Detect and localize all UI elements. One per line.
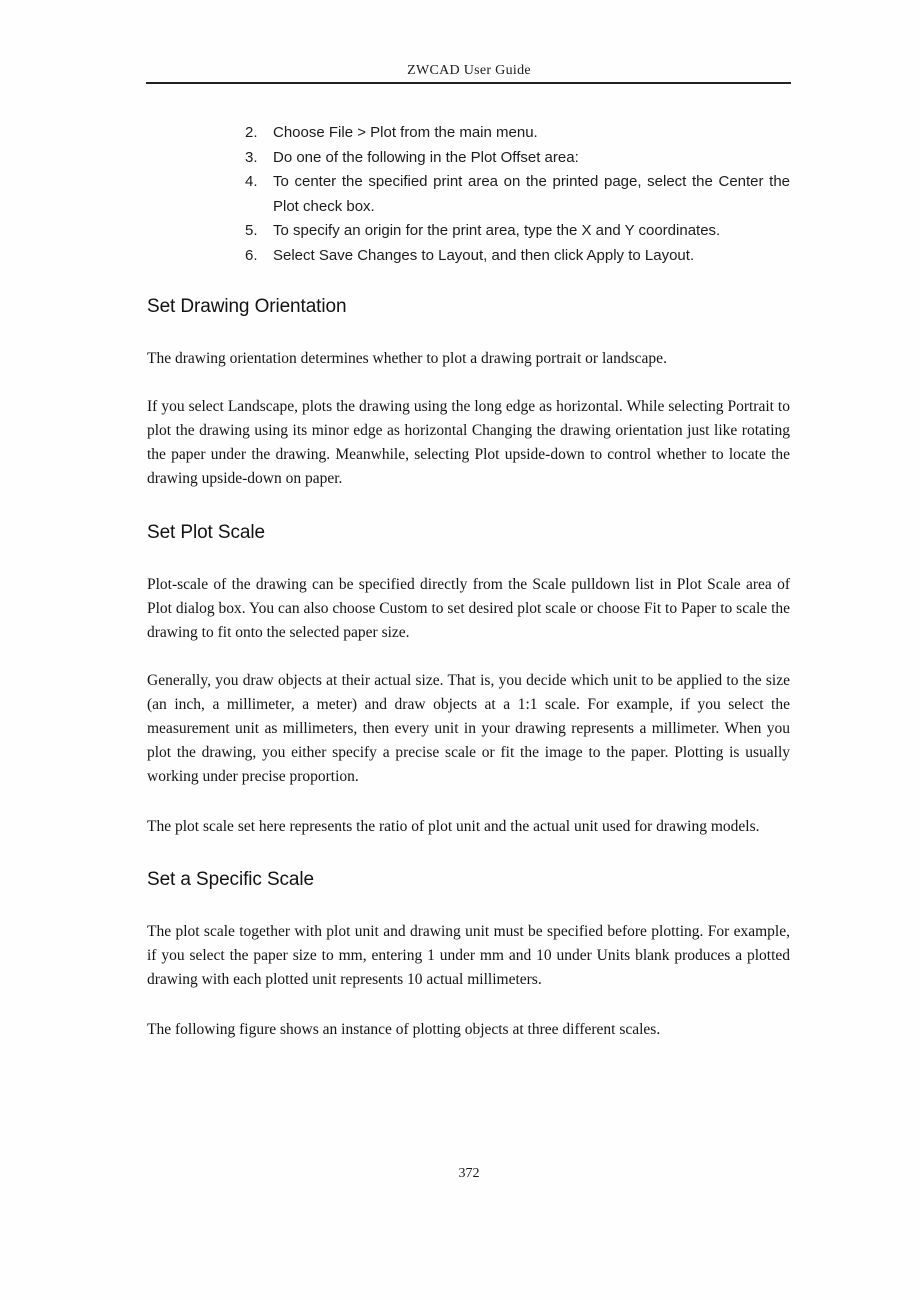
- paragraph: Plot-scale of the drawing can be specified directly from the Scale pulldown list in Plot Scale area of Plot dialog box. You can also choose Custom to set desired plot scale or choose Fit to Paper to scale the drawing to fit onto the selected paper size.: [147, 576, 790, 641]
- paragraph: The drawing orientation determines whether to plot a drawing portrait or landscape.: [147, 350, 667, 367]
- paragraph: If you select Landscape, plots the drawing using the long edge as horizontal. While selecting Portrait to plot the drawing using its minor edge as horizontal Changing the drawing orientation just like rotating the paper under the drawing. Meanwhile, selecting Plot upside-down to control whether to locate the drawing upside-down on paper.: [147, 398, 790, 487]
- list-item-number: 4.: [245, 173, 258, 190]
- running-header-title: ZWCAD User Guide: [407, 63, 531, 78]
- list-item: [147, 219, 790, 244]
- paragraph: The plot scale set here represents the ratio of plot unit and the actual unit used for drawing models.: [147, 818, 760, 835]
- paragraph: Generally, you draw objects at their actual size. That is, you decide which unit to be applied to the size (an inch, a millimeter, a meter) and draw objects at a 1:1 scale. For example, if you select the measurement unit as millimeters, then every unit in your drawing represents a millimeter. When you plot the drawing, you either specify a precise scale or fit the image to the paper. Plotting is usually working under precise proportion.: [147, 672, 790, 785]
- list-item: [147, 170, 790, 219]
- list-item: [147, 146, 790, 171]
- list-item-text: Select Save Changes to Layout, and then click Apply to Layout.: [273, 246, 695, 264]
- list-item-number: 3.: [245, 148, 258, 166]
- list-item-number: 6.: [245, 246, 258, 264]
- list-item-number: 5.: [245, 222, 258, 239]
- page-content: [147, 121, 790, 1042]
- list-item: [147, 121, 790, 146]
- section-heading-drawing-orientation: Set Drawing Orientation: [147, 296, 347, 317]
- steps-list: [147, 121, 790, 268]
- page-number: 372: [458, 1166, 480, 1181]
- header-rule: [146, 82, 791, 84]
- paragraph: The following figure shows an instance of plotting objects at three different scales.: [147, 1021, 661, 1038]
- list-item-text: To center the specified print area on the printed page, select the Center the Plot check box.: [273, 173, 790, 215]
- section-heading-specific-scale: Set a Specific Scale: [147, 869, 314, 890]
- paragraph: The plot scale together with plot unit and drawing unit must be specified before plotting. For example, if you select the paper size to mm, entering 1 under mm and 10 under Units blank produces a plotted drawing with each plotted unit represents 10 actual millimeters.: [147, 923, 790, 988]
- list-item-text: Do one of the following in the Plot Offset area:: [273, 148, 579, 166]
- list-item-text: To specify an origin for the print area, type the X and Y coordinates.: [273, 222, 721, 239]
- section-heading-plot-scale: Set Plot Scale: [147, 522, 265, 543]
- list-item-text: Choose File > Plot from the main menu.: [273, 124, 538, 141]
- list-item-number: 2.: [245, 124, 258, 141]
- list-item: [147, 244, 790, 269]
